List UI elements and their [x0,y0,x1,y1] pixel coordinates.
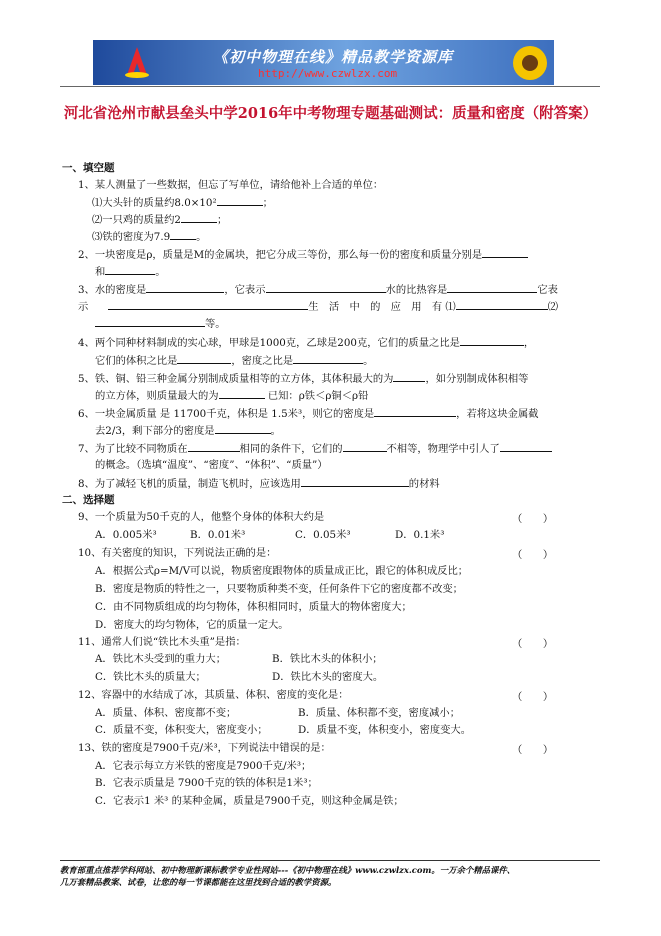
question-3 [78,282,558,297]
q7-text-2: 相同的条件下，它们的 [239,443,343,455]
q11-option-c[interactable]: C．铁比木头的质量大； [95,671,206,683]
blank[interactable] [95,316,205,327]
q11-option-a[interactable]: A．铁比木头受到的重力大； [95,653,226,665]
q9-option-c[interactable]: C．0.05米³ [295,529,351,541]
header-banner [93,40,554,85]
blank[interactable] [393,371,425,382]
blank[interactable] [170,229,196,240]
footer-line-1: 教育部重点推荐学科网站、初中物理新课标教学专业性网站---《初中物理在线》www.czwlzx.com。一万余个精品课件、 [60,865,516,875]
question-7 [78,441,552,456]
section-fill-heading: 一、填空题 [62,162,115,174]
question-7b: 的概念。（选填“温度”、“密度”、“体积”、“质量”） [95,459,328,471]
blank[interactable] [500,441,552,452]
q10-option-a[interactable]: A．根据公式ρ=M/V可以说，物质密度跟物体的质量成正比，跟它的体积成反比； [95,565,469,577]
q11-option-d[interactable]: D．铁比木头的密度大。 [272,671,384,683]
q9-option-d[interactable]: D．0.1米³ [395,529,445,541]
blank[interactable] [266,282,386,293]
footer-line-2: 几万套精品教案、试卷，让您的每一节课都能在这里找到合适的教学资源。 [60,877,337,887]
q10-option-c[interactable]: C．由不同物质组成的均匀物体，体积相同时，质量大的物体密度大； [95,601,412,613]
q5-text: 5、铁、铜、铅三种金属分别制成质量相等的立方体，其体积最大的为 [78,373,394,385]
question-1b: ⑵一只鸡的质量约2 ； [92,214,228,226]
question-8 [78,476,440,491]
q2b-text: 和 [95,266,106,278]
q3-text-3: 水的比热容是 [385,284,448,296]
blank[interactable] [293,353,363,364]
question-11: 11、通常人们说“铁比木头重”是指： [78,636,246,648]
q9-option-b[interactable]: B．0.01米³ [190,529,246,541]
q5-text-2: ，如分别制成体积相等 [425,373,529,385]
q6-text-2: ，若将这块金属截 [456,408,539,420]
page-footer [60,864,605,888]
q13-option-a[interactable]: A．它表示每立方米铁的密度是7900千克/米³； [95,760,312,772]
blank[interactable] [219,388,265,399]
q3-text-4: 它表 [537,284,558,296]
q4-text: 4、两个同种材料制成的实心球，甲球是1000克，乙球是200克，它们的质量之比是 [78,337,460,349]
blank[interactable] [108,299,308,310]
question-6b: 去2/3，剩下部分的密度是 。 [95,425,281,437]
question-9: 9、一个质量为50千克的人，他整个身体的体积大约是 [78,511,325,523]
section-choice-heading: 二、选择题 [62,494,115,506]
q1b-text: ⑵一只鸡的质量约2 [92,214,181,226]
blank[interactable] [177,353,231,364]
blank[interactable] [105,264,155,275]
blank[interactable] [217,195,263,206]
question-3c [95,316,226,331]
q3b-text-1: 示 [78,301,89,313]
q4b-text-2: ，密度之比是 [231,355,294,367]
blank[interactable] [301,476,409,487]
sunflower-icon [510,43,550,83]
q7-text-3: 不相等，物理学中引人了 [386,443,500,455]
q12-option-c[interactable]: C．质量不变，体积变大，密度变小； [95,724,268,736]
q10-option-b[interactable]: B．密度是物质的特性之一，只要物质种类不变，任何条件下它的密度都不改变； [95,583,463,595]
q12-option-d[interactable]: D．质量不变，体积变小，密度变大。 [298,724,472,736]
banner-title: 《初中物理在线》精品教学资源库 [213,48,454,66]
site-logo-icon [123,45,151,79]
blank[interactable] [181,212,217,223]
question-6 [78,406,539,421]
q3b-text-3: ⑵ [547,301,559,313]
blank[interactable] [447,282,537,293]
blank[interactable] [460,335,524,346]
question-2 [78,247,528,262]
answer-bracket[interactable]: （ ） [512,744,554,756]
q8-text: 8、为了减轻飞机的质量，制造飞机时，应该选用 [78,478,301,490]
q7-text-1: 7、为了比较不同物质在 [78,443,188,455]
q6b-text: 去2/3，剩下部分的密度是 [95,425,215,437]
q5b-text: 的立方体，则质量最大的为 [95,390,219,402]
question-4b: 它们的体积之比是 ，密度之比是 。 [95,355,374,367]
q9-option-a[interactable]: A．0.005米³ [95,529,157,541]
q5b-text-2: 已知：ρ铁＜ρ铜＜ρ铅 [267,390,369,402]
answer-bracket[interactable]: （ ） [512,691,554,703]
question-4: 4、两个同种材料制成的实心球，甲球是1000克，乙球是200克，它们的质量之比是 ， [78,337,535,349]
q12-option-b[interactable]: B．质量、体积都不变，密度减小； [298,707,461,719]
question-2b: 和 。 [95,266,166,278]
q6-text: 6、一块金属质量 是 11700千克，体积是 1.5米³，则它的密度是 [78,408,375,420]
blank[interactable] [188,441,240,452]
blank[interactable] [482,247,528,258]
q8-text-2: 的材料 [408,478,440,490]
footer-divider [60,860,600,861]
blank[interactable] [456,299,548,310]
q13-option-c[interactable]: C．它表示1 米³ 的某种金属，质量是7900千克，则这种金属是铁； [95,795,404,807]
header-divider [60,86,600,87]
answer-bracket[interactable]: （ ） [512,638,554,650]
q12-option-a[interactable]: A．质量、体积、密度都不变； [95,707,237,719]
q3-text-2: ，它表示 [224,284,266,296]
q2-text: 2、一块密度是ρ，质量是M的金属块，把它分成三等份，那么每一份的密度和质量分别是 [78,249,483,261]
question-13: 13、铁的密度是7900千克/米³，下列说法中错误的是： [78,742,331,754]
q11-option-b[interactable]: B．铁比木头的体积小； [272,653,383,665]
q1a-text: ⑴大头针的质量约8.0×10² [92,197,217,209]
q3-text-1: 3、水的密度是 [78,284,147,296]
q10-option-d[interactable]: D．密度大的均匀物体，它的质量一定大。 [95,619,289,631]
question-5 [78,371,528,386]
blank[interactable] [343,441,387,452]
page-title: 河北省沧州市献县垒头中学2016年中考物理专题基础测试：质量和密度（附答案） [63,105,598,122]
question-5b [95,388,368,403]
answer-bracket[interactable]: （ ） [512,549,554,561]
question-1: 1、某人测量了一些数据，但忘了写单位，请给他补上合适的单位： [78,179,384,191]
q3c-text: 等。 [205,318,226,330]
q4b-text-1: 它们的体积之比是 [95,355,178,367]
blank[interactable] [146,282,224,293]
banner-url: http://www.czwlzx.com [258,67,398,80]
q3b-text-2: 生 活 中 的 应 用 有 ⑴ [308,301,456,313]
question-1a: ⑴大头针的质量约8.0×10² ； [92,197,273,209]
answer-bracket[interactable]: （ ） [512,513,554,525]
blank[interactable] [374,406,456,417]
question-3b [78,299,558,314]
q13-option-b[interactable]: B．它表示质量是 7900千克的铁的体积是1米³； [95,777,318,789]
question-12: 12、容器中的水结成了冰，其质量、体积、密度的变化是： [78,689,349,701]
question-1c: ⑶铁的密度为7.9 。 [92,231,207,243]
question-10: 10、有关密度的知识，下列说法正确的是： [78,547,277,559]
q1c-text: ⑶铁的密度为7.9 [92,231,171,243]
blank[interactable] [215,423,271,434]
